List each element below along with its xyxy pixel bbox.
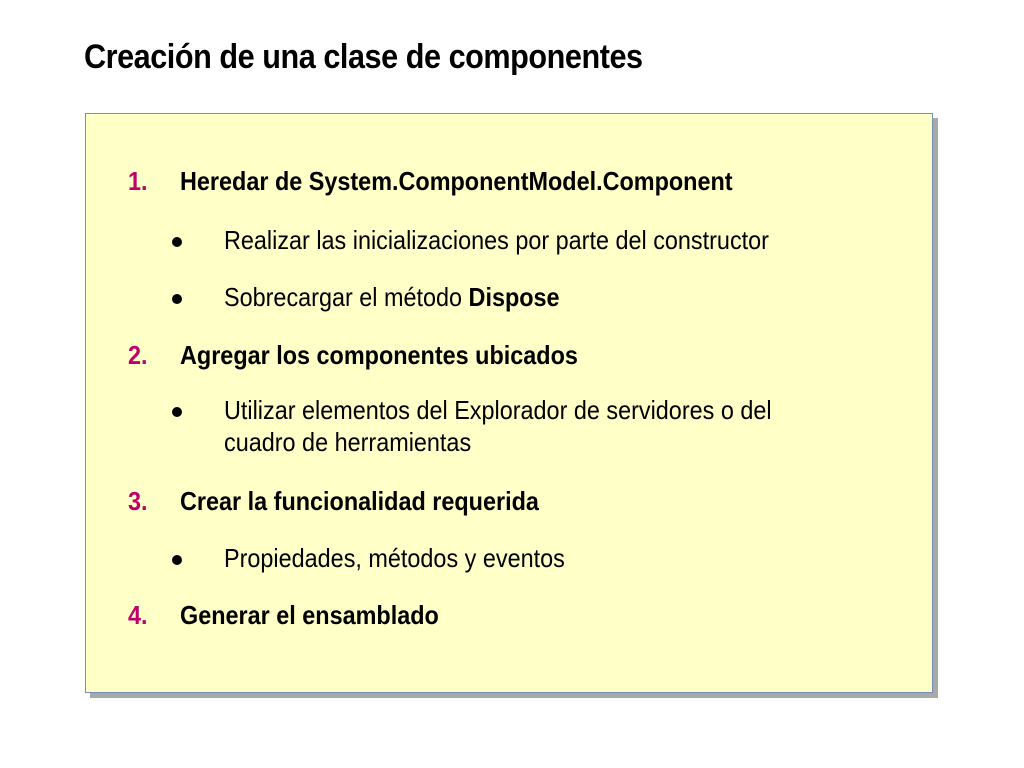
bullet-icon [172, 237, 182, 247]
step-3-number: 3. [128, 486, 148, 516]
step-1-subitem-2-text: Sobrecargar el método [224, 282, 469, 312]
step-1-number: 1. [128, 166, 148, 196]
dispose-keyword: Dispose [468, 282, 560, 312]
step-1-subitem-1: Realizar las inicializaciones por parte del constructor [224, 225, 769, 255]
step-1-subitem-2 [224, 282, 560, 312]
slide-title: Creación de una clase de componentes [84, 38, 643, 76]
step-1-text: Heredar de System.ComponentModel.Component [180, 166, 733, 196]
step-2-number: 2. [128, 340, 148, 370]
bullet-icon [172, 294, 182, 304]
step-2-text: Agregar los componentes ubicados [180, 340, 578, 370]
step-4-text: Generar el ensamblado [180, 600, 439, 630]
step-3-text: Crear la funcionalidad requerida [180, 486, 539, 516]
step-2-subitem-1-line-2: cuadro de herramientas [224, 427, 472, 457]
bullet-icon [172, 407, 182, 417]
step-4-number: 4. [128, 600, 148, 630]
step-2-subitem-1-line-1: Utilizar elementos del Explorador de servidores o del [224, 395, 772, 425]
step-3-subitem-1: Propiedades, métodos y eventos [224, 543, 565, 573]
bullet-icon [172, 555, 182, 565]
